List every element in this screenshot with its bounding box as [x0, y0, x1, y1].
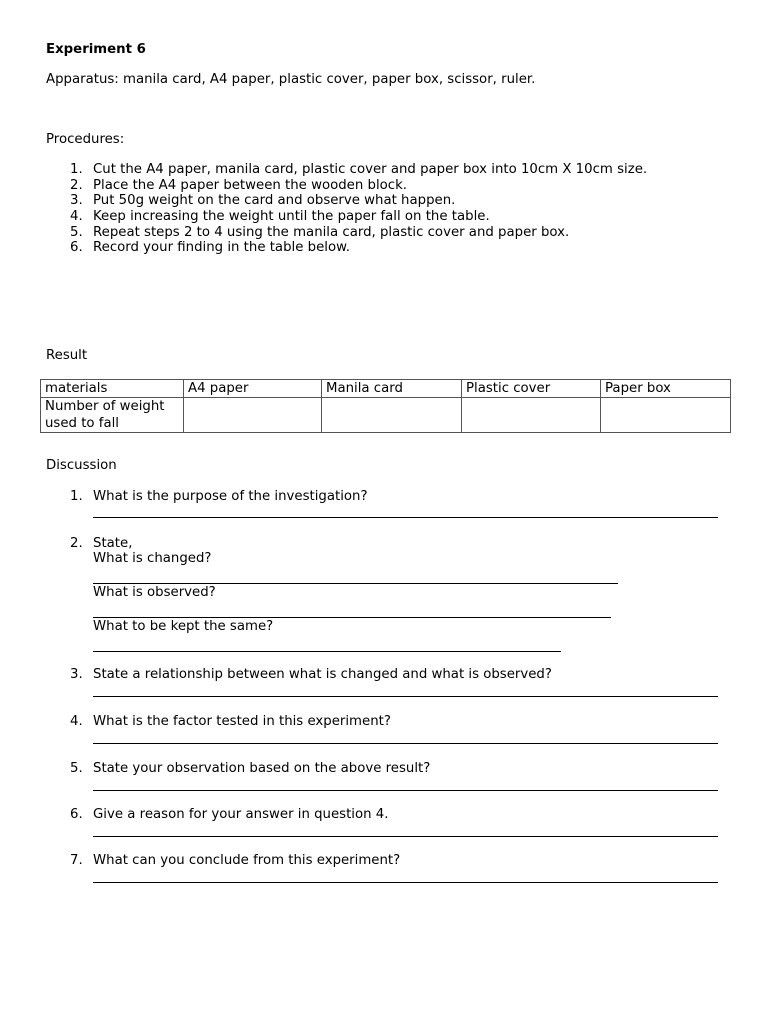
answer-line-3[interactable]	[93, 696, 718, 697]
table-cell-paperbox[interactable]	[601, 398, 731, 433]
procedures-list	[46, 162, 647, 256]
question-2-observed: What is observed?	[93, 585, 216, 600]
table-cell-plastic[interactable]	[462, 398, 601, 433]
table-row	[41, 398, 731, 433]
answer-line-1[interactable]	[93, 517, 718, 518]
table-header-cell: materials	[41, 380, 184, 398]
procedure-step: 1. Cut the A4 paper, manila card, plastic cover and paper box into 10cm X 10cm size.	[70, 162, 648, 177]
table-header-row	[41, 380, 731, 398]
answer-line-4[interactable]	[93, 743, 718, 744]
result-table	[40, 379, 731, 433]
answer-line-2-changed[interactable]	[93, 583, 618, 584]
procedure-step: 4. Keep increasing the weight until the paper fall on the table.	[70, 209, 490, 225]
discussion-heading: Discussion	[46, 458, 117, 473]
worksheet-page: Experiment 6 Apparatus: manila card, A4 paper, plastic cover, paper box, scissor, ruler. Procedures: 1. Cut the A4 paper, manila card, plastic cover and paper box into 10cm X 10cm size. 2. Place the A4 paper between the wooden block. 3. Put 50g weight on the card and observe what happen. 4. Keep increasing the weight until the paper fall on the table. 5. Repeat steps 2 to 4 using the manila card, plastic cover and paper box. 6. Record your finding in the table below. Result materials A4 paper Manila card Plastic cover Paper box Number of weight used to fall Discussion 1. What is the purpose of the investigation? 2. State, What is changed? What is observed? What to be kept the same? 3. State a relationship between what is changed and what is observed? 4. What is the factor tested in this experiment? 5. State your observation based on the above result? 6. Give a reason for your answer in question 4. 7. What can you conclude from this experiment?	[0, 0, 768, 1024]
question-2-same: What to be kept the same?	[93, 619, 274, 634]
answer-line-2-same[interactable]	[93, 651, 561, 652]
answer-line-6[interactable]	[93, 836, 718, 837]
result-heading: Result	[46, 348, 88, 363]
question-2-changed: What is changed?	[93, 551, 212, 566]
table-header-cell: Paper box	[601, 380, 731, 398]
procedure-step: 6. Record your finding in the table below.	[70, 240, 350, 256]
answer-line-7[interactable]	[93, 882, 718, 883]
page-title: Experiment 6	[46, 42, 146, 57]
answer-line-5[interactable]	[93, 790, 718, 791]
table-cell-a4[interactable]	[184, 398, 322, 433]
procedure-step: 3. Put 50g weight on the card and observe what happen.	[70, 193, 456, 209]
answer-line-2-observed[interactable]	[93, 617, 611, 618]
apparatus-text: Apparatus: manila card, A4 paper, plastic cover, paper box, scissor, ruler.	[46, 72, 536, 87]
table-header-cell: A4 paper	[184, 380, 322, 398]
procedure-step: 5. Repeat steps 2 to 4 using the manila card, plastic cover and paper box.	[70, 224, 570, 240]
table-header-cell: Plastic cover	[462, 380, 601, 398]
table-cell-manila[interactable]	[322, 398, 462, 433]
table-row-label: Number of weight used to fall	[41, 398, 184, 433]
procedure-step: 2. Place the A4 paper between the wooden block.	[70, 177, 408, 193]
procedures-heading: Procedures:	[46, 132, 125, 147]
table-header-cell: Manila card	[322, 380, 462, 398]
